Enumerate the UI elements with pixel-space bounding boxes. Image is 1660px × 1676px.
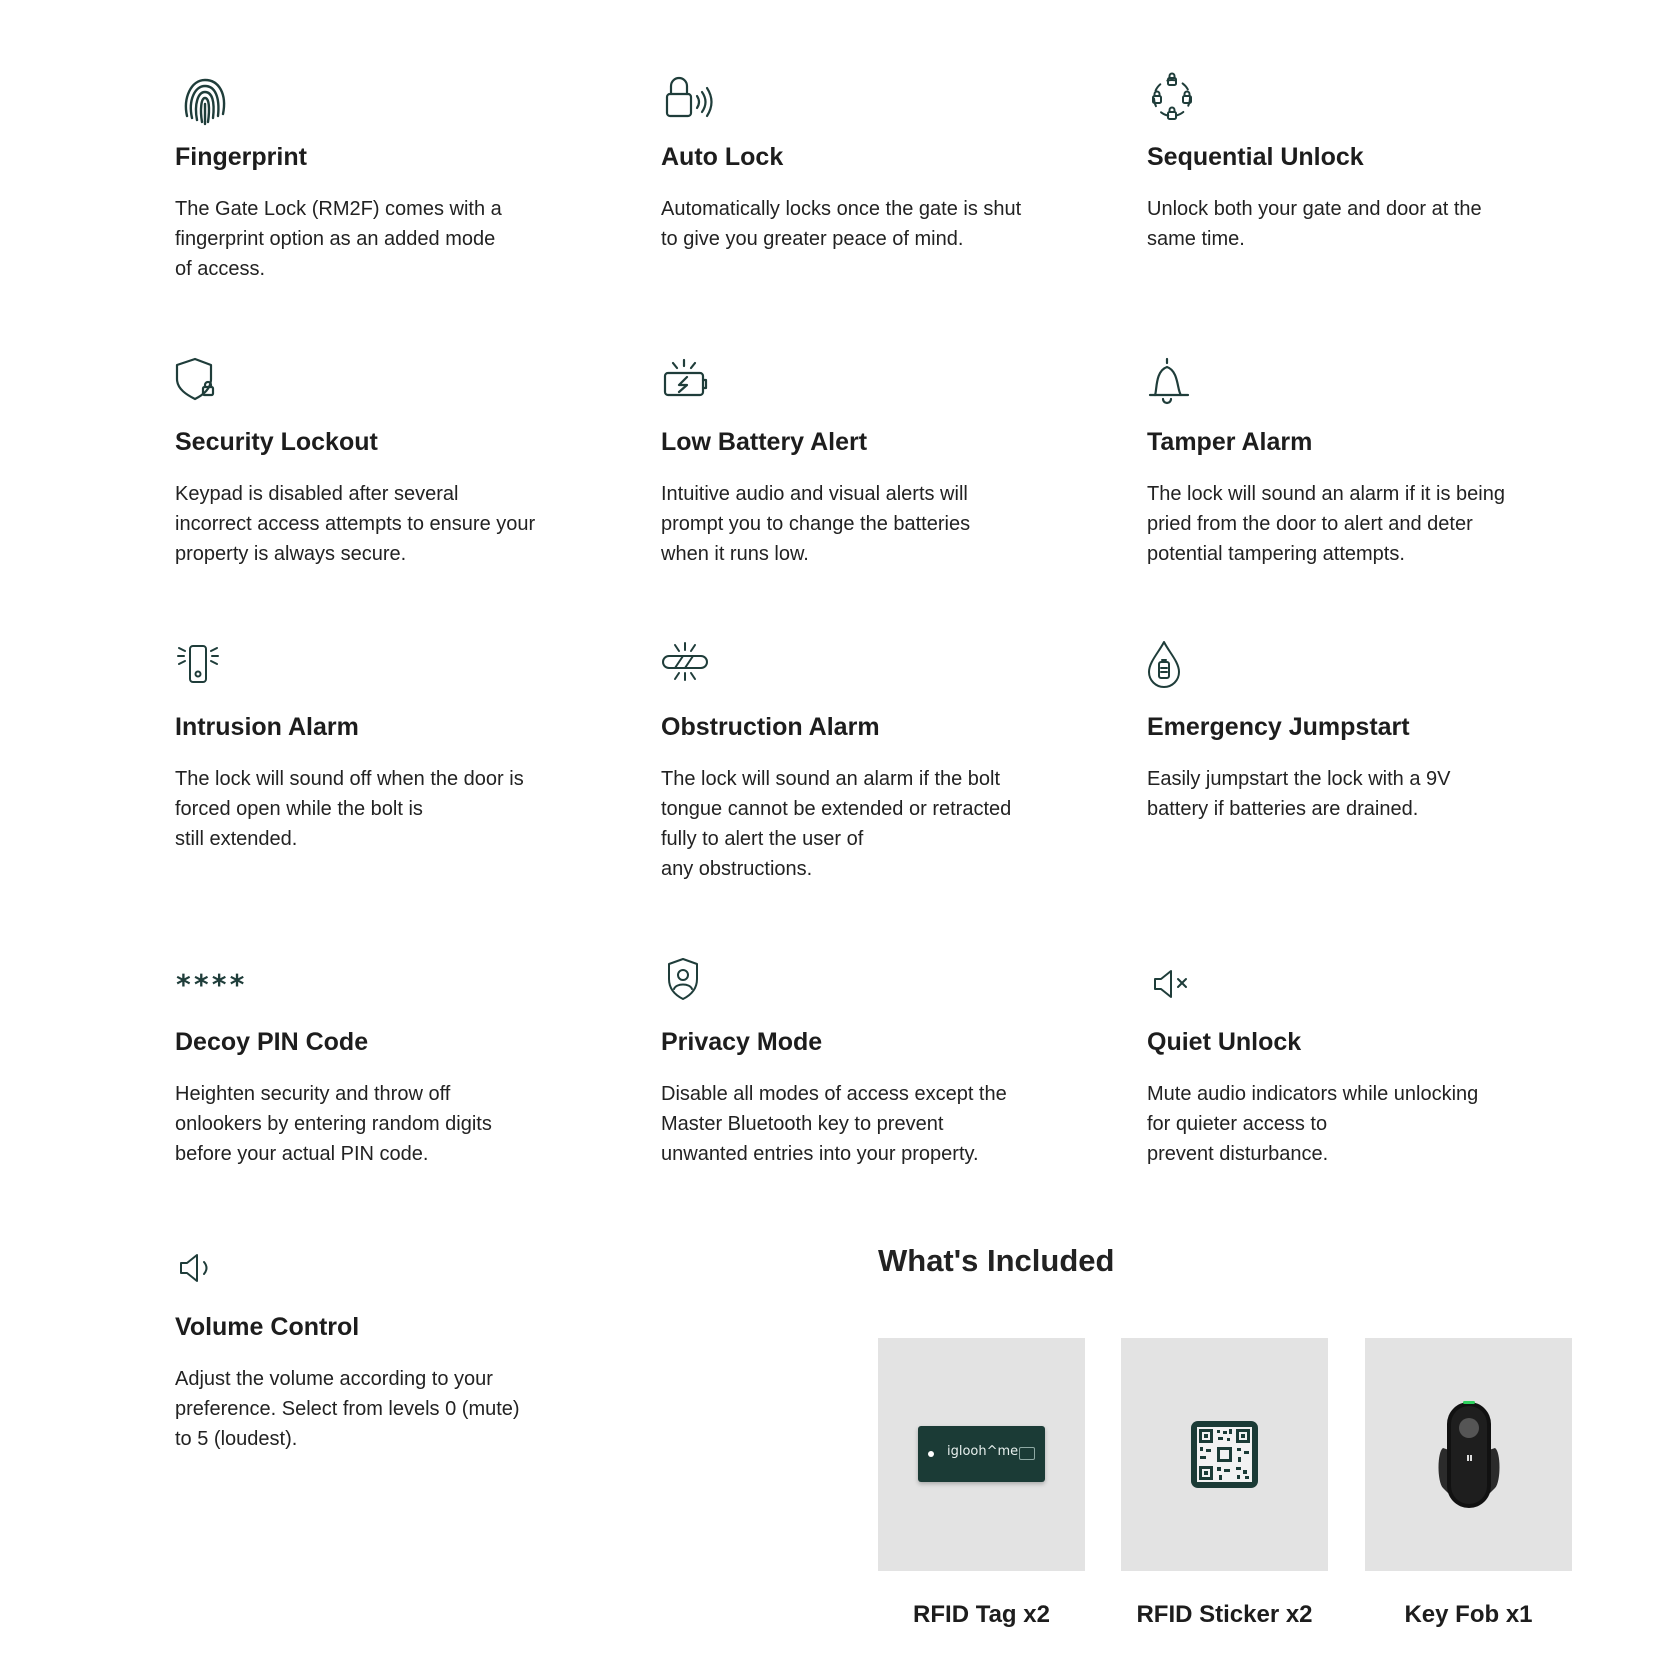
feature-fingerprint [175,70,555,284]
lock-wireless-icon [661,70,721,130]
feature-title: Quiet Unlock [1147,1028,1302,1056]
section-title: What's Included [878,1243,1115,1278]
feature-emergency-jumpstart [1147,640,1527,824]
feature-privacy-mode [661,955,1041,1169]
tag-logo-text: iglooh^me [947,1444,1019,1459]
feature-description: Disable all modes of access except the Master Bluetooth key to prevent unwanted entries into your property. [661,1083,1007,1165]
feature-title: Privacy Mode [661,1028,823,1056]
feature-title: Volume Control [175,1313,360,1341]
fingerprint-icon [175,70,235,130]
feature-tamper-alarm [1147,355,1527,569]
feature-description: The lock will sound an alarm if it is being pried from the door to alert and deter potential tampering attempts. [1147,483,1505,565]
rfid-tag-image [878,1338,1085,1571]
shield-user-icon [661,955,721,1015]
feature-description: Adjust the volume according to your preference. Select from levels 0 (mute) to 5 (loudest). [175,1368,520,1450]
speaker-mute-icon [1147,955,1207,1015]
battery-drop-icon [1147,640,1207,700]
included-item-rfid-tag [878,1338,1085,1629]
shield-lock-icon [175,355,235,415]
asterisks-icon: **** [175,968,247,1001]
bolt-obstruction-icon [661,640,721,700]
door-alarm-icon [175,640,235,700]
feature-title: Auto Lock [661,143,784,171]
whats-included-section [878,1240,1578,1628]
feature-obstruction-alarm [661,640,1041,884]
feature-description: Intuitive audio and visual alerts will prompt you to change the batteries when it runs low. [661,483,971,565]
feature-description: Heighten security and throw off onlookers by entering random digits before your actual PIN code. [175,1083,492,1165]
feature-decoy-pin [175,955,555,1169]
feature-description: The Gate Lock (RM2F) comes with a fingerprint option as an added mode of access. [175,198,502,280]
feature-description: The lock will sound an alarm if the bolt tongue cannot be extended or retracted fully to alert the user of any obstructions. [661,768,1012,880]
feature-intrusion-alarm [175,640,555,854]
feature-title: Security Lockout [175,428,378,456]
feature-auto-lock [661,70,1041,254]
included-item-label: RFID Tag x2 [913,1601,1050,1628]
feature-title: Obstruction Alarm [661,713,880,741]
feature-description: Easily jumpstart the lock with a 9V battery if batteries are drained. [1147,768,1451,820]
feature-title: Emergency Jumpstart [1147,713,1410,741]
included-item-rfid-sticker [1121,1338,1328,1629]
included-item-label: RFID Sticker x2 [1136,1601,1313,1628]
feature-description: Automatically locks once the gate is shut to give you greater peace of mind. [661,198,1022,250]
bell-icon [1147,355,1207,415]
feature-quiet-unlock [1147,955,1527,1169]
speaker-volume-icon [175,1240,235,1300]
feature-sequential-unlock [1147,70,1527,254]
battery-alert-icon [661,355,721,415]
feature-title: Low Battery Alert [661,428,868,456]
feature-title: Decoy PIN Code [175,1028,369,1056]
included-item-key-fob [1365,1338,1572,1629]
feature-title: Sequential Unlock [1147,143,1364,171]
feature-security-lockout [175,355,555,569]
feature-low-battery-alert [661,355,1041,569]
key-fob-image [1365,1338,1572,1571]
included-item-label: Key Fob x1 [1404,1601,1533,1628]
feature-volume-control [175,1240,555,1454]
feature-title: Intrusion Alarm [175,713,359,741]
feature-description: The lock will sound off when the door is forced open while the bolt is still extended. [175,768,524,850]
feature-description: Unlock both your gate and door at the same time. [1147,198,1482,250]
feature-description: Keypad is disabled after several incorrect access attempts to ensure your property is always secure. [175,483,536,565]
feature-title: Tamper Alarm [1147,428,1313,456]
rfid-sticker-qr-image [1121,1338,1328,1571]
multi-lock-cycle-icon [1147,70,1207,130]
feature-description: Mute audio indicators while unlocking for quieter access to prevent disturbance. [1147,1083,1479,1165]
feature-title: Fingerprint [175,143,307,171]
